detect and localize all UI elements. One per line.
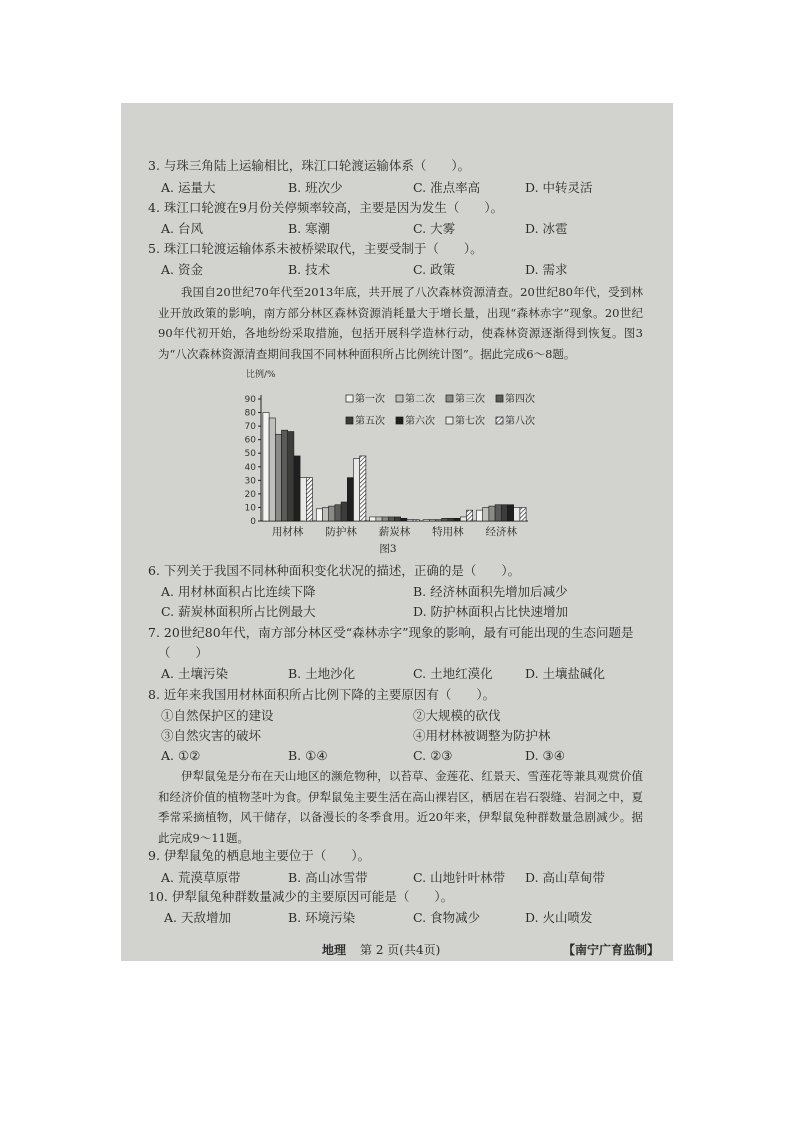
bar-1 [316, 509, 322, 521]
x-category-label: 经济林 [485, 526, 518, 538]
option-d: D. ③④ [525, 748, 565, 763]
bar-8 [520, 507, 526, 521]
footer-publisher: 【南宁广育监制】 [563, 943, 660, 957]
bar-8 [306, 478, 312, 521]
bar-7 [460, 517, 466, 521]
bar-5 [288, 432, 294, 521]
bar-2 [376, 517, 382, 521]
bar-6 [347, 478, 353, 521]
bar-7 [354, 459, 360, 521]
bar-6 [294, 456, 300, 521]
option-c: C. 政策 [413, 262, 456, 277]
bar-4 [495, 505, 501, 521]
statement-item: ③自然灾害的破坏 [161, 728, 262, 743]
bar-4 [282, 430, 288, 521]
legend-label: 第七次 [455, 416, 485, 427]
legend-swatch [446, 417, 453, 424]
option-d: D. 火山喷发 [525, 910, 593, 925]
bar-2 [323, 507, 329, 521]
x-category-label: 防护林 [325, 526, 357, 538]
y-tick-label: 60 [244, 435, 256, 446]
bar-4 [442, 518, 448, 521]
option-b: B. 寒潮 [288, 221, 331, 236]
option-c: C. 大雾 [413, 221, 456, 236]
legend-swatch [446, 395, 453, 402]
option-a: A. 资金 [161, 262, 203, 277]
option-c: C. 食物减少 [413, 910, 481, 925]
bar-8 [467, 510, 473, 521]
legend-swatch [396, 417, 403, 424]
option-b: B. 经济林面积先增加后减少 [413, 584, 568, 599]
option-d: D. 中转灵活 [525, 180, 593, 195]
reading-passage-forest: 我国自20世纪70年代至2013年底，共开展了八次森林资源清查。20世纪80年代，受到林业开放政策的影响，南方部分林区森林资源消耗量大于增长量，出现“森林赤字”现象。20世纪90年代初开始，各地纷纷采取措施，包括开展科学造林行动，使森林资源逐渐得到恢复。图3为“八次森林资源清查期间我国不同林种面积所占比例统计图”。据此完成6～8题。 [158, 285, 643, 361]
option-a: A. ①② [161, 748, 201, 763]
option-d: D. 冰雹 [525, 221, 568, 236]
legend-swatch [396, 395, 403, 402]
option-b: B. 土地沙化 [288, 666, 356, 681]
bar-3 [329, 506, 335, 521]
bar-6 [508, 505, 514, 521]
option-c: C. 准点率高 [413, 180, 481, 195]
bar-4 [335, 505, 341, 521]
bar-2 [483, 507, 489, 521]
bar-3 [275, 434, 281, 521]
option-d: D. 防护林面积占比快速增加 [413, 604, 569, 619]
question-4-stem: 4. 珠江口轮渡在9月份关停频率较高，主要是因为发生（ ）。 [148, 200, 504, 215]
question-6-stem: 6. 下列关于我国不同林种面积变化状况的描述，正确的是（ ）。 [148, 563, 521, 578]
option-c: C. ②③ [413, 748, 453, 763]
y-tick-label: 90 [244, 395, 256, 405]
bar-3 [489, 506, 495, 521]
statement-item: ①自然保护区的建设 [161, 708, 274, 723]
option-a: A. 荒漠草原带 [161, 870, 241, 885]
bar-7 [300, 478, 306, 521]
bar-5 [501, 505, 507, 521]
legend-swatch [346, 417, 353, 424]
y-tick-label: 0 [250, 517, 256, 527]
option-b: B. 高山冰雪带 [288, 870, 368, 885]
bar-7 [514, 507, 520, 521]
forest-type-bar-chart [238, 367, 558, 557]
question-5-stem: 5. 珠江口轮渡运输体系未被桥梁取代，主要受制于（ ）。 [148, 241, 483, 256]
bar-1 [423, 520, 429, 521]
chart-canvas [238, 367, 558, 557]
figure-caption: 图3 [379, 543, 397, 555]
bar-2 [429, 520, 435, 521]
legend-label: 第二次 [405, 394, 435, 405]
question-7-blank: （ ） [158, 645, 209, 660]
question-3-stem: 3. 与珠三角陆上运输相比，珠江口轮渡运输体系（ ）。 [148, 158, 471, 173]
bar-7 [407, 520, 413, 521]
option-b: B. 技术 [288, 262, 331, 277]
legend-swatch [346, 395, 353, 402]
x-category-label: 用材林 [271, 526, 304, 538]
option-b: B. 班次少 [288, 180, 343, 195]
option-d: D. 高山草甸带 [525, 870, 606, 885]
y-tick-label: 10 [244, 503, 256, 514]
bar-1 [263, 413, 269, 521]
option-a: A. 运量大 [161, 180, 216, 195]
question-8-stem: 8. 近年来我国用材林面积所占比例下降的主要原因有（ ）。 [148, 687, 496, 702]
bar-6 [401, 518, 407, 521]
option-c: C. 土地红漠化 [413, 666, 493, 681]
legend-label: 第一次 [355, 394, 385, 405]
option-d: D. 需求 [525, 262, 568, 277]
legend-swatch [496, 395, 503, 402]
y-axis-label: 比例/% [246, 370, 276, 380]
statement-item: ②大规模的砍伐 [413, 708, 501, 723]
bar-5 [395, 517, 401, 521]
y-tick-label: 80 [244, 408, 256, 419]
bar-1 [370, 517, 376, 521]
legend-label: 第四次 [505, 394, 535, 405]
option-a: A. 土壤污染 [161, 666, 228, 681]
y-tick-label: 50 [244, 449, 256, 460]
y-tick-label: 70 [244, 422, 256, 433]
option-a: A. 台风 [161, 221, 203, 236]
option-b: B. ①④ [288, 748, 328, 763]
bar-8 [360, 456, 366, 521]
y-tick-label: 40 [244, 462, 256, 473]
bar-3 [436, 520, 442, 521]
reading-passage-pika: 伊犁鼠兔是分布在天山地区的濒危物种，以苔草、金莲花、红景天、雪莲花等兼具观赏价值和经济价值的植物茎叶为食。伊犁鼠兔主要生活在高山裸岩区，栖居在岩石裂缝、岩洞之中，夏季常采摘植物，风干储存，以备漫长的冬季食用。近20年来，伊犁鼠兔种群数量急剧减少。据此完成9～11题。 [158, 769, 643, 845]
bar-6 [454, 518, 460, 521]
y-tick-label: 30 [244, 476, 256, 487]
question-10-stem: 10. 伊犁鼠兔种群数量减少的主要原因可能是（ ）。 [148, 889, 454, 904]
option-c: C. 山地针叶林带 [413, 870, 506, 885]
legend-label: 第三次 [455, 394, 485, 405]
bar-5 [448, 518, 454, 521]
option-b: B. 环境污染 [288, 910, 356, 925]
option-c: C. 薪炭林面积所占比例最大 [161, 604, 316, 619]
question-7-stem: 7. 20世纪80年代，南方部分林区受“森林赤字”现象的影响，最有可能出现的生态问题是 [148, 625, 634, 640]
option-a: A. 用材林面积占比连续下降 [161, 584, 316, 599]
bar-5 [341, 502, 347, 521]
y-tick-label: 20 [244, 489, 256, 500]
x-category-label: 特用林 [432, 526, 464, 538]
footer-subject: 地理 [322, 943, 347, 957]
question-9-stem: 9. 伊犁鼠兔的栖息地主要位于（ ）。 [148, 848, 371, 863]
bar-4 [388, 517, 394, 521]
legend-label: 第八次 [505, 416, 535, 427]
x-category-label: 薪炭林 [378, 526, 411, 538]
bar-1 [477, 510, 483, 521]
bar-3 [382, 517, 388, 521]
legend-label: 第六次 [405, 416, 435, 427]
legend-label: 第五次 [355, 416, 385, 427]
footer-page-number: 第 2 页(共4页) [360, 943, 441, 957]
option-a: A. 天敌增加 [164, 910, 231, 925]
option-d: D. 土壤盐碱化 [525, 666, 606, 681]
statement-item: ④用材林被调整为防护林 [413, 728, 551, 743]
legend-swatch [496, 417, 503, 424]
bar-8 [413, 520, 419, 521]
bar-2 [269, 418, 275, 521]
